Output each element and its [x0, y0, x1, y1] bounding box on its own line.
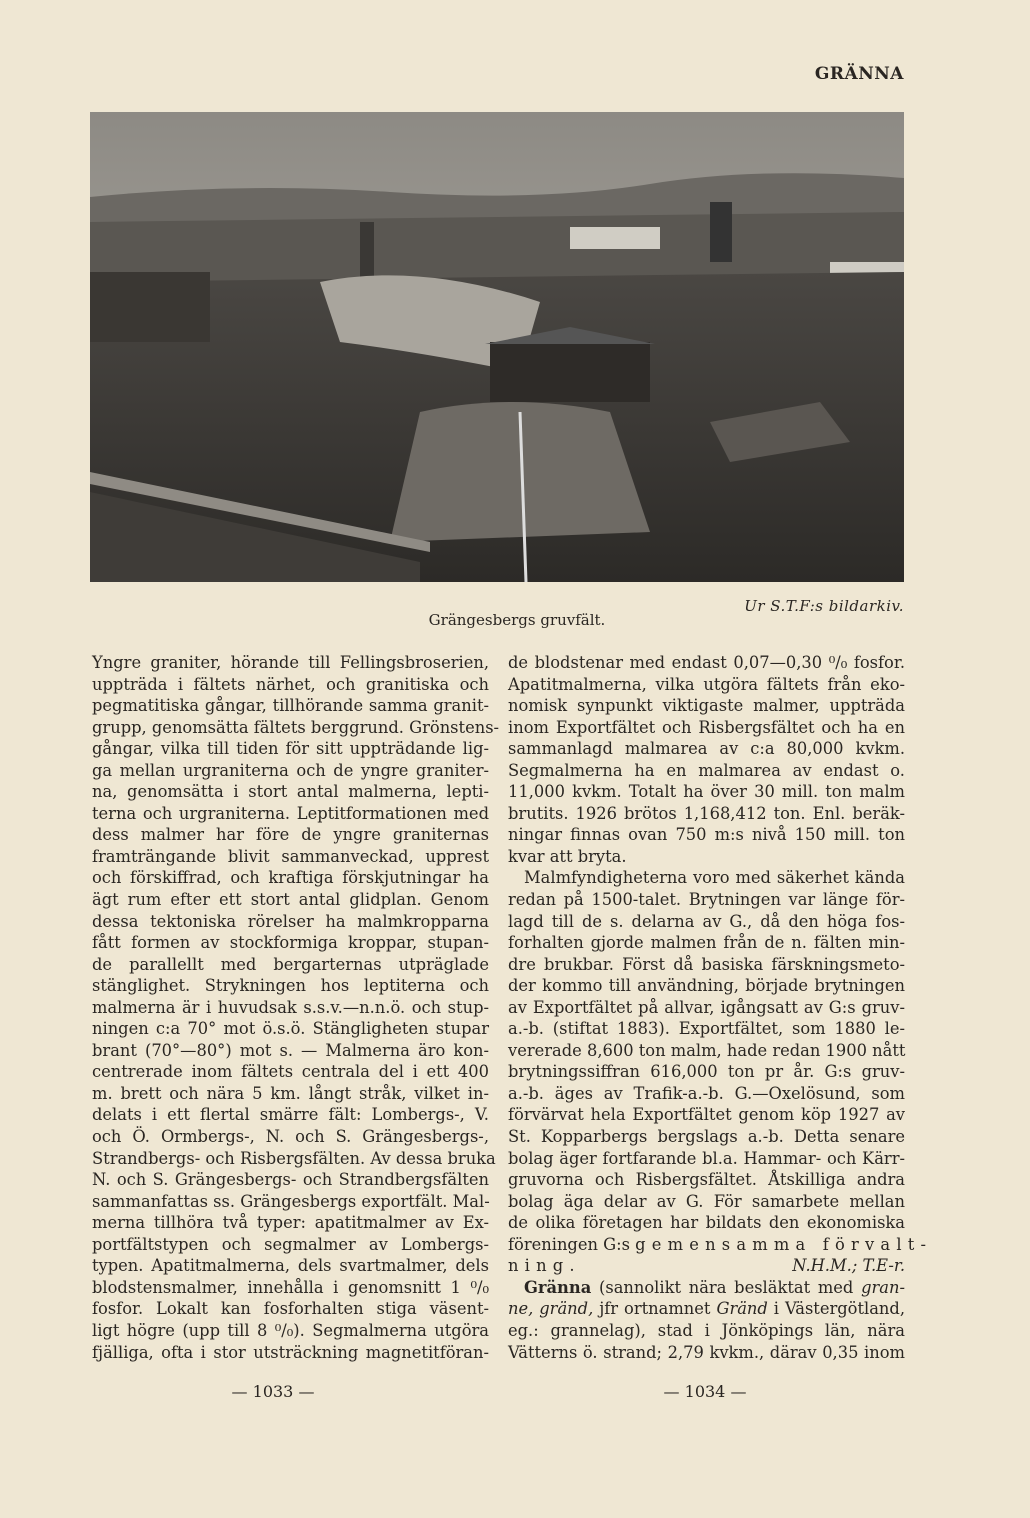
text-line: forhalten gjorde malmen från de n. fälten min- — [508, 933, 905, 953]
text-line: lagd till de s. delarna av G., då den höga fos- — [508, 911, 905, 931]
left-text-column — [92, 652, 500, 1363]
text-line: merna tillhöra två typer: apatitmalmer av Ex- — [92, 1213, 489, 1233]
photo-caption-text: Grängesbergs gruvfält. — [428, 611, 606, 629]
text-line: Apatitmalmerna, vilka utgöra fältets från eko- — [508, 674, 905, 694]
text-line: delats i ett flertal smärre fält: Lombergs-, V. — [92, 1105, 489, 1125]
text-line: vererade 8,600 ton malm, hade redan 1900 nått — [508, 1040, 906, 1060]
text-line: de blodstenar med endast 0,07—0,30 ⁰/₀ fosfor. — [508, 653, 905, 672]
text-line: uppträda i fältets närhet, och granitiska och — [92, 674, 489, 694]
text-line: sammanfattas ss. Grängesbergs exportfält. Mal- — [92, 1191, 490, 1211]
text-line: typen. Apatitmalmerna, dels svartmalmer, dels — [92, 1256, 489, 1276]
text-line: Segmalmerna ha en malmarea av endast o. — [508, 760, 905, 780]
text-line: pegmatitiska gångar, tillhörande samma granit- — [92, 696, 489, 716]
text-line: Vätterns ö. strand; 2,79 kvkm., därav 0,35 inom — [508, 1342, 905, 1362]
text-line: fosfor. Lokalt kan fosforhalten stiga väsent- — [92, 1299, 489, 1319]
text-line: gruvorna och Risbergsfältet. Åtskilliga andra — [508, 1170, 905, 1190]
text-line — [508, 867, 905, 889]
text-line: förvärvat hela Exportfältet genom köp 1927 av — [508, 1105, 905, 1125]
photo-caption — [0, 611, 1030, 629]
right-text-column — [508, 652, 933, 1363]
text-line: ligt högre (upp till 8 ⁰/₀). Segmalmerna utgöra — [92, 1320, 489, 1340]
page-number-left: — 1033 — — [231, 1382, 315, 1401]
text-segment: gemensamma förvalt- — [635, 1234, 933, 1254]
text-line — [508, 1277, 905, 1299]
text-line: N. och S. Grängesbergs- och Strandbergsfälten — [92, 1170, 489, 1190]
text-segment: Gränd — [716, 1299, 768, 1319]
text-segment: N.H.M.; T.E-r. — [792, 1256, 905, 1276]
photo-credit: Ur S.T.F:s bildarkiv. — [744, 597, 904, 615]
text-line: portfältstypen och segmalmer av Lombergs- — [92, 1234, 489, 1254]
text-line: Strandbergs- och Risbergsfälten. Av dessa bruka — [92, 1148, 496, 1168]
text-line: och Ö. Ormbergs-, N. och S. Grängesbergs-, — [92, 1127, 489, 1147]
mine-landscape-image — [90, 112, 904, 582]
text-line: nomisk synpunkt viktigaste malmer, uppträda — [508, 696, 905, 716]
text-segment: ne, gränd, — [508, 1299, 594, 1319]
text-line: brytningssiffran 616,000 ton pr år. G:s gruv- — [508, 1062, 905, 1082]
entry-headword: Gränna — [524, 1277, 592, 1297]
text-line: ningar finnas ovan 750 m:s nivå 150 mill. ton — [508, 825, 905, 845]
text-segment: Malmfyndigheterna voro med säkerhet kända — [524, 868, 905, 888]
text-segment: (sannolikt nära besläktat med — [591, 1277, 862, 1297]
text-line: ningen c:a 70° mot ö.s.ö. Stängligheten stupar — [92, 1019, 489, 1039]
text-line: brant (70°—80°) mot s. — Malmerna äro kon- — [92, 1040, 489, 1060]
text-line: dessa tektoniska rörelser ha malmkropparna — [92, 911, 489, 931]
text-segment: gran- — [861, 1277, 905, 1297]
text-line — [508, 1298, 905, 1320]
text-line: de parallellt med bergarternas utpräglade — [92, 954, 489, 974]
text-line: centrerade inom fältets centrala del i ett 400 — [92, 1062, 489, 1082]
text-line: m. brett och nära 5 km. långt stråk, vilket in- — [92, 1083, 489, 1103]
photograph-mine-field — [90, 112, 904, 582]
text-line: na, genomsätta i stort antal malmerna, lepti- — [92, 782, 489, 802]
text-line: framträngande blivit sammanveckad, upprest — [92, 846, 489, 866]
text-line — [508, 1234, 933, 1256]
page-number-right: — 1034 — — [663, 1382, 747, 1401]
text-line — [508, 846, 905, 868]
text-line: terna och urgraniterna. Leptitformationen med — [92, 803, 489, 823]
text-segment: i Västergötland, — [767, 1299, 906, 1319]
text-line: der kommo till användning, började brytningen — [508, 976, 905, 996]
text-line: redan på 1500-talet. Brytningen var länge för- — [508, 890, 905, 910]
text-line: 11,000 kvkm. Totalt ha över 30 mill. ton malm — [508, 782, 905, 802]
text-line: bolag äga delar av G. För samarbete mellan — [508, 1191, 905, 1211]
running-head: GRÄNNA — [814, 64, 904, 84]
text-line: de olika företagen har bildats den ekonomiska — [508, 1213, 905, 1233]
text-segment: föreningen G:s — [508, 1234, 636, 1254]
text-segment: ning. — [508, 1256, 581, 1276]
text-line: a.-b. äges av Trafik-a.-b. G.—Oxelösund, som — [508, 1083, 905, 1103]
text-line: bolag äger fortfarande bl.a. Hammar- och Kärr- — [508, 1148, 905, 1168]
text-line — [508, 1255, 905, 1277]
text-segment: jfr ortnamnet — [593, 1299, 717, 1319]
text-line: malmerna är i huvudsak s.s.v.—n.n.ö. och stup- — [92, 997, 489, 1017]
text-line: dre brukbar. Först då basiska färskningsmeto- — [508, 954, 905, 974]
text-line: ägt rum efter ett stort antal glidplan. Genom — [92, 890, 489, 910]
text-line: och förskiffrad, och kraftiga förskjutningar ha — [92, 868, 489, 888]
text-line: brutits. 1926 brötos 1,168,412 ton. Enl. beräk- — [508, 803, 905, 823]
text-line: sammanlagd malmarea av c:a 80,000 kvkm. — [508, 739, 905, 759]
text-line: av Exportfältet på allvar, igångsatt av G:s gruv- — [508, 997, 905, 1017]
text-line: St. Kopparbergs bergslags a.-b. Detta senare — [508, 1127, 905, 1147]
text-line: stänglighet. Strykningen hos leptiterna och — [92, 976, 489, 996]
text-segment: kvar att bryta. — [508, 846, 627, 866]
text-line: a.-b. (stiftat 1883). Exportfältet, som 1880 le- — [508, 1019, 905, 1039]
text-line: Yngre graniter, hörande till Fellingsbroserien, — [92, 653, 489, 672]
text-line: blodstensmalmer, innehålla i genomsnitt 1 ⁰/₀ — [92, 1277, 489, 1297]
text-line: fått formen av stockformiga kroppar, stupan- — [92, 933, 489, 953]
text-line: fjälliga, ofta i stor utsträckning magnetitföran- — [92, 1342, 489, 1362]
text-line: gångar, vilka till tiden för sitt uppträdande lig- — [92, 739, 489, 759]
text-line: dess malmer har före de yngre graniternas — [92, 825, 489, 845]
text-line: inom Exportfältet och Risbergsfältet och ha en — [508, 717, 905, 737]
text-line: ga mellan urgraniterna och de yngre graniter- — [92, 760, 489, 780]
text-line: grupp, genomsätta fältets berggrund. Grönstens- — [92, 717, 500, 737]
text-line: eg.: grannelag), stad i Jönköpings län, nära — [508, 1320, 905, 1340]
